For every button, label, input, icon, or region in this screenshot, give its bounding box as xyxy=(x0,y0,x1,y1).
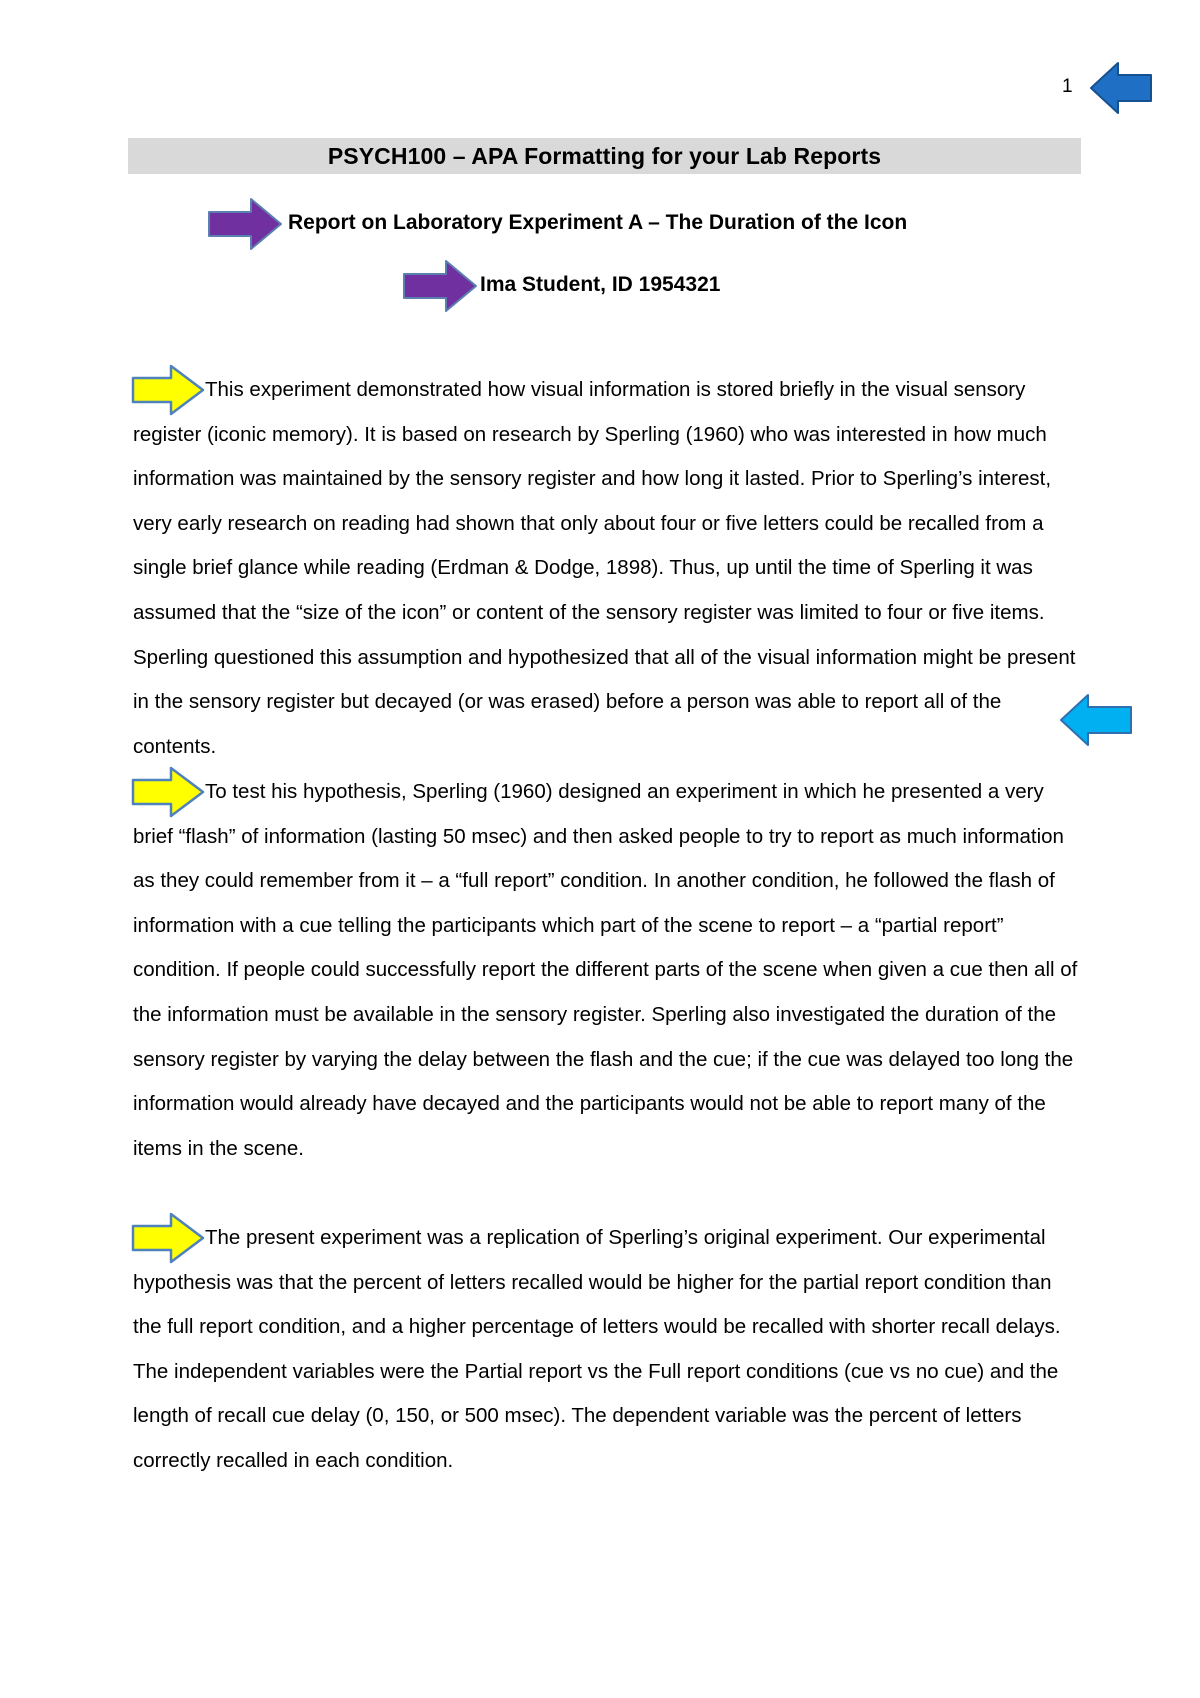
author-line-arrow-icon xyxy=(402,258,478,314)
paragraph-3-text: The present experiment was a replication of Sperling’s original experiment. Our experimental hypothesis was that the percent of letters recalled would be higher for the partial report condition than the full report condition, and a higher percentage of letters would be recalled with shorter recall delays. The independent variables were the Partial report vs the Full report conditions (cue vs no cue) and the length of recall cue delay (0, 150, or 500 msec). The dependent variable was the percent of letters correctly recalled in each condition. xyxy=(133,1226,1061,1472)
page-number: 1 xyxy=(1062,76,1073,97)
report-title: Report on Laboratory Experiment A – The Duration of the Icon xyxy=(288,211,908,234)
paragraph-2-text: To test his hypothesis, Sperling (1960) designed an experiment in which he presented a very brief “flash” of information (lasting 50 msec) and then asked people to try to report as much information as they could remember from it – a “full report” condition. In another condition, he followed the flash of information with a cue telling the participants which part of the scene to report – a “partial report” condition. If people could successfully report the different parts of the scene when given a cue then all of the information must be available in the sensory register. Sperling also investigated the duration of the sensory register by varying the delay between the flash and the cue; if the cue was delayed too long the information would already have decayed and the participants would not be able to report many of the items in the scene. xyxy=(133,780,1078,1160)
paragraph-2 xyxy=(133,770,1083,1171)
banner-title: PSYCH100 – APA Formatting for your Lab Reports xyxy=(327,142,882,169)
author-line: Ima Student, ID 1954321 xyxy=(480,273,721,296)
page-number-arrow-icon xyxy=(1088,60,1154,116)
margin-arrow-icon xyxy=(1058,692,1134,748)
title-banner xyxy=(128,138,1081,174)
paragraph-1 xyxy=(133,368,1083,769)
report-title-arrow-icon xyxy=(207,196,283,252)
paragraph-1-text: This experiment demonstrated how visual information is stored briefly in the visual sensory register (iconic memory). It is based on research by Sperling (1960) who was interested in how much information was maintained by the sensory register and how long it lasted. Prior to Sperling’s interest, very early research on reading had shown that only about four or five letters could be recalled from a single brief glance while reading (Erdman & Dodge, 1898). Thus, up until the time of Sperling it was assumed that the “size of the icon” or content of the sensory register was limited to four or five items. Sperling questioned this assumption and hypothesized that all of the visual information might be present in the sensory register but decayed (or was erased) before a person was able to report all of the contents. xyxy=(133,378,1076,758)
paragraph-3 xyxy=(133,1216,1083,1484)
